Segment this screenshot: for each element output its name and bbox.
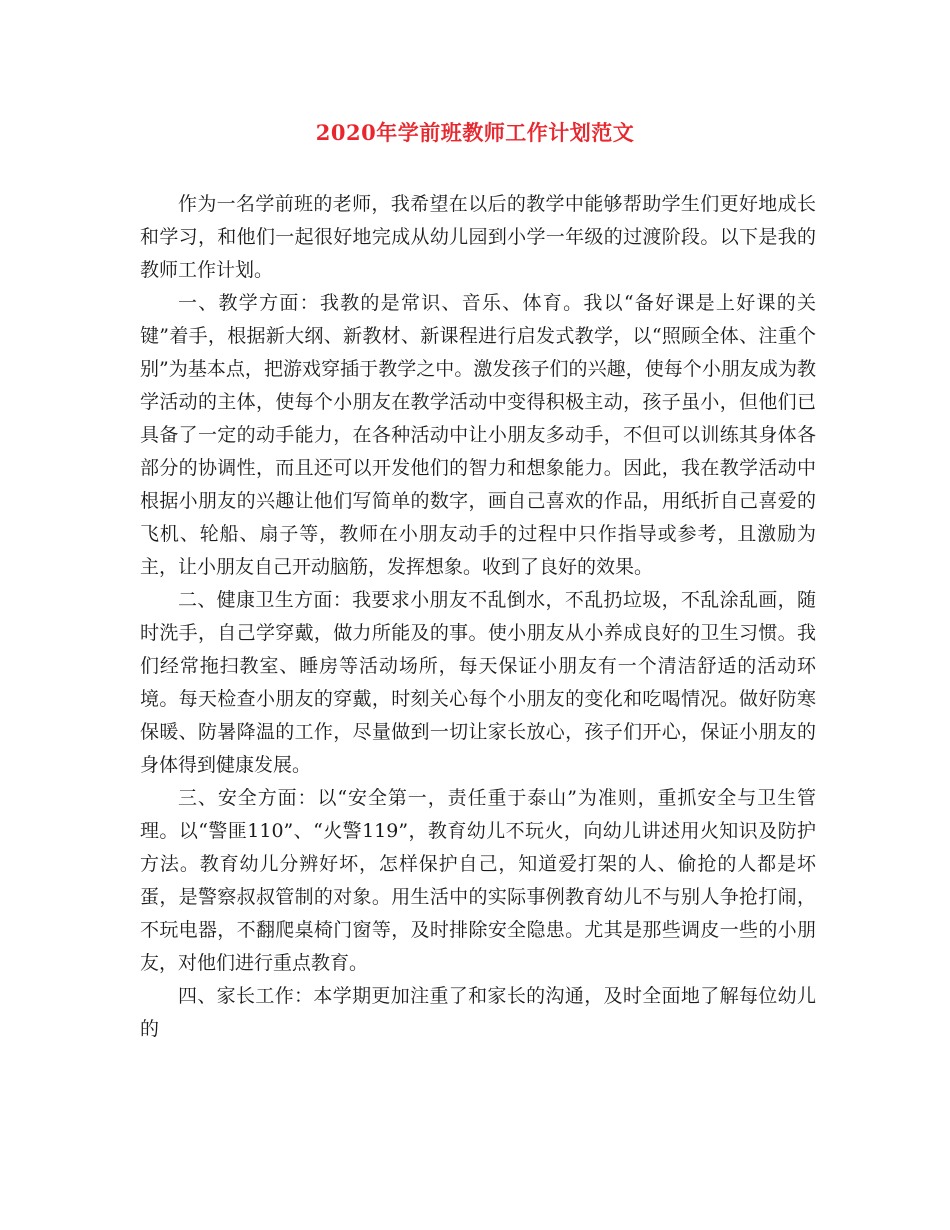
paragraph-teaching: 一、教学方面：我教的是常识、音乐、体育。我以“备好课是上好课的关键”着手，根据新大纲、新教材、新课程进行启发式教学，以“照顾全体、注重个别”为基本点，把游戏穿插于教学之中。激发孩子们的兴趣，使每个小朋友成为教学活动的主体，使每个小朋友在教学活动中变得积极主动，孩子虽小，但他们已具备了一定的动手能力，在各种活动中让小朋友多动手，不但可以训练其身体各部分的协调性，而且还可以开发他们的智力和想象能力。因此，我在教学活动中根据小朋友的兴趣让他们写简单的数字，画自己喜欢的作品，用纸折自己喜爱的飞机、轮船、扇子等，教师在小朋友动手的过程中只作指导或参考，且激励为主，让小朋友自己开动脑筋，发挥想象。收到了良好的效果。 [140,292,816,578]
paragraph-health: 二、健康卫生方面：我要求小朋友不乱倒水，不乱扔垃圾，不乱涂乱画，随时洗手，自己学穿戴，做力所能及的事。使小朋友从小养成良好的卫生习惯。我们经常拖扫教室、睡房等活动场所，每天保证小朋友有一个清洁舒适的活动环境。每天检查小朋友的穿戴，时刻关心每个小朋友的变化和吃喝情况。做好防寒保暖、防暑降温的工作，尽量做到一切让家长放心，孩子们开心，保证小朋友的身体得到健康发展。 [140,589,816,776]
paragraph-intro: 作为一名学前班的老师，我希望在以后的教学中能够帮助学生们更好地成长和学习，和他们一起很好地完成从幼儿园到小学一年级的过渡阶段。以下是我的教师工作计划。 [140,193,816,281]
document-title: 2020年学前班教师工作计划范文 [315,120,635,145]
paragraph-parents: 四、家长工作：本学期更加注重了和家长的沟通，及时全面地了解每位幼儿的 [140,985,816,1040]
paragraph-safety: 三、安全方面：以“安全第一，责任重于泰山”为准则，重抓安全与卫生管理。以“警匪110”、“火警119”，教育幼儿不玩火，向幼儿讲述用火知识及防护方法。教育幼儿分辨好坏，怎样保护自己，知道爱打架的人、偷抢的人都是坏蛋，是警察叔叔管制的对象。用生活中的实际事例教育幼儿不与别人争抢打闹，不玩电器，不翻爬桌椅门窗等，及时排除安全隐患。尤其是那些调皮一些的小朋友，对他们进行重点教育。 [140,787,816,974]
document-body [140,188,816,1046]
